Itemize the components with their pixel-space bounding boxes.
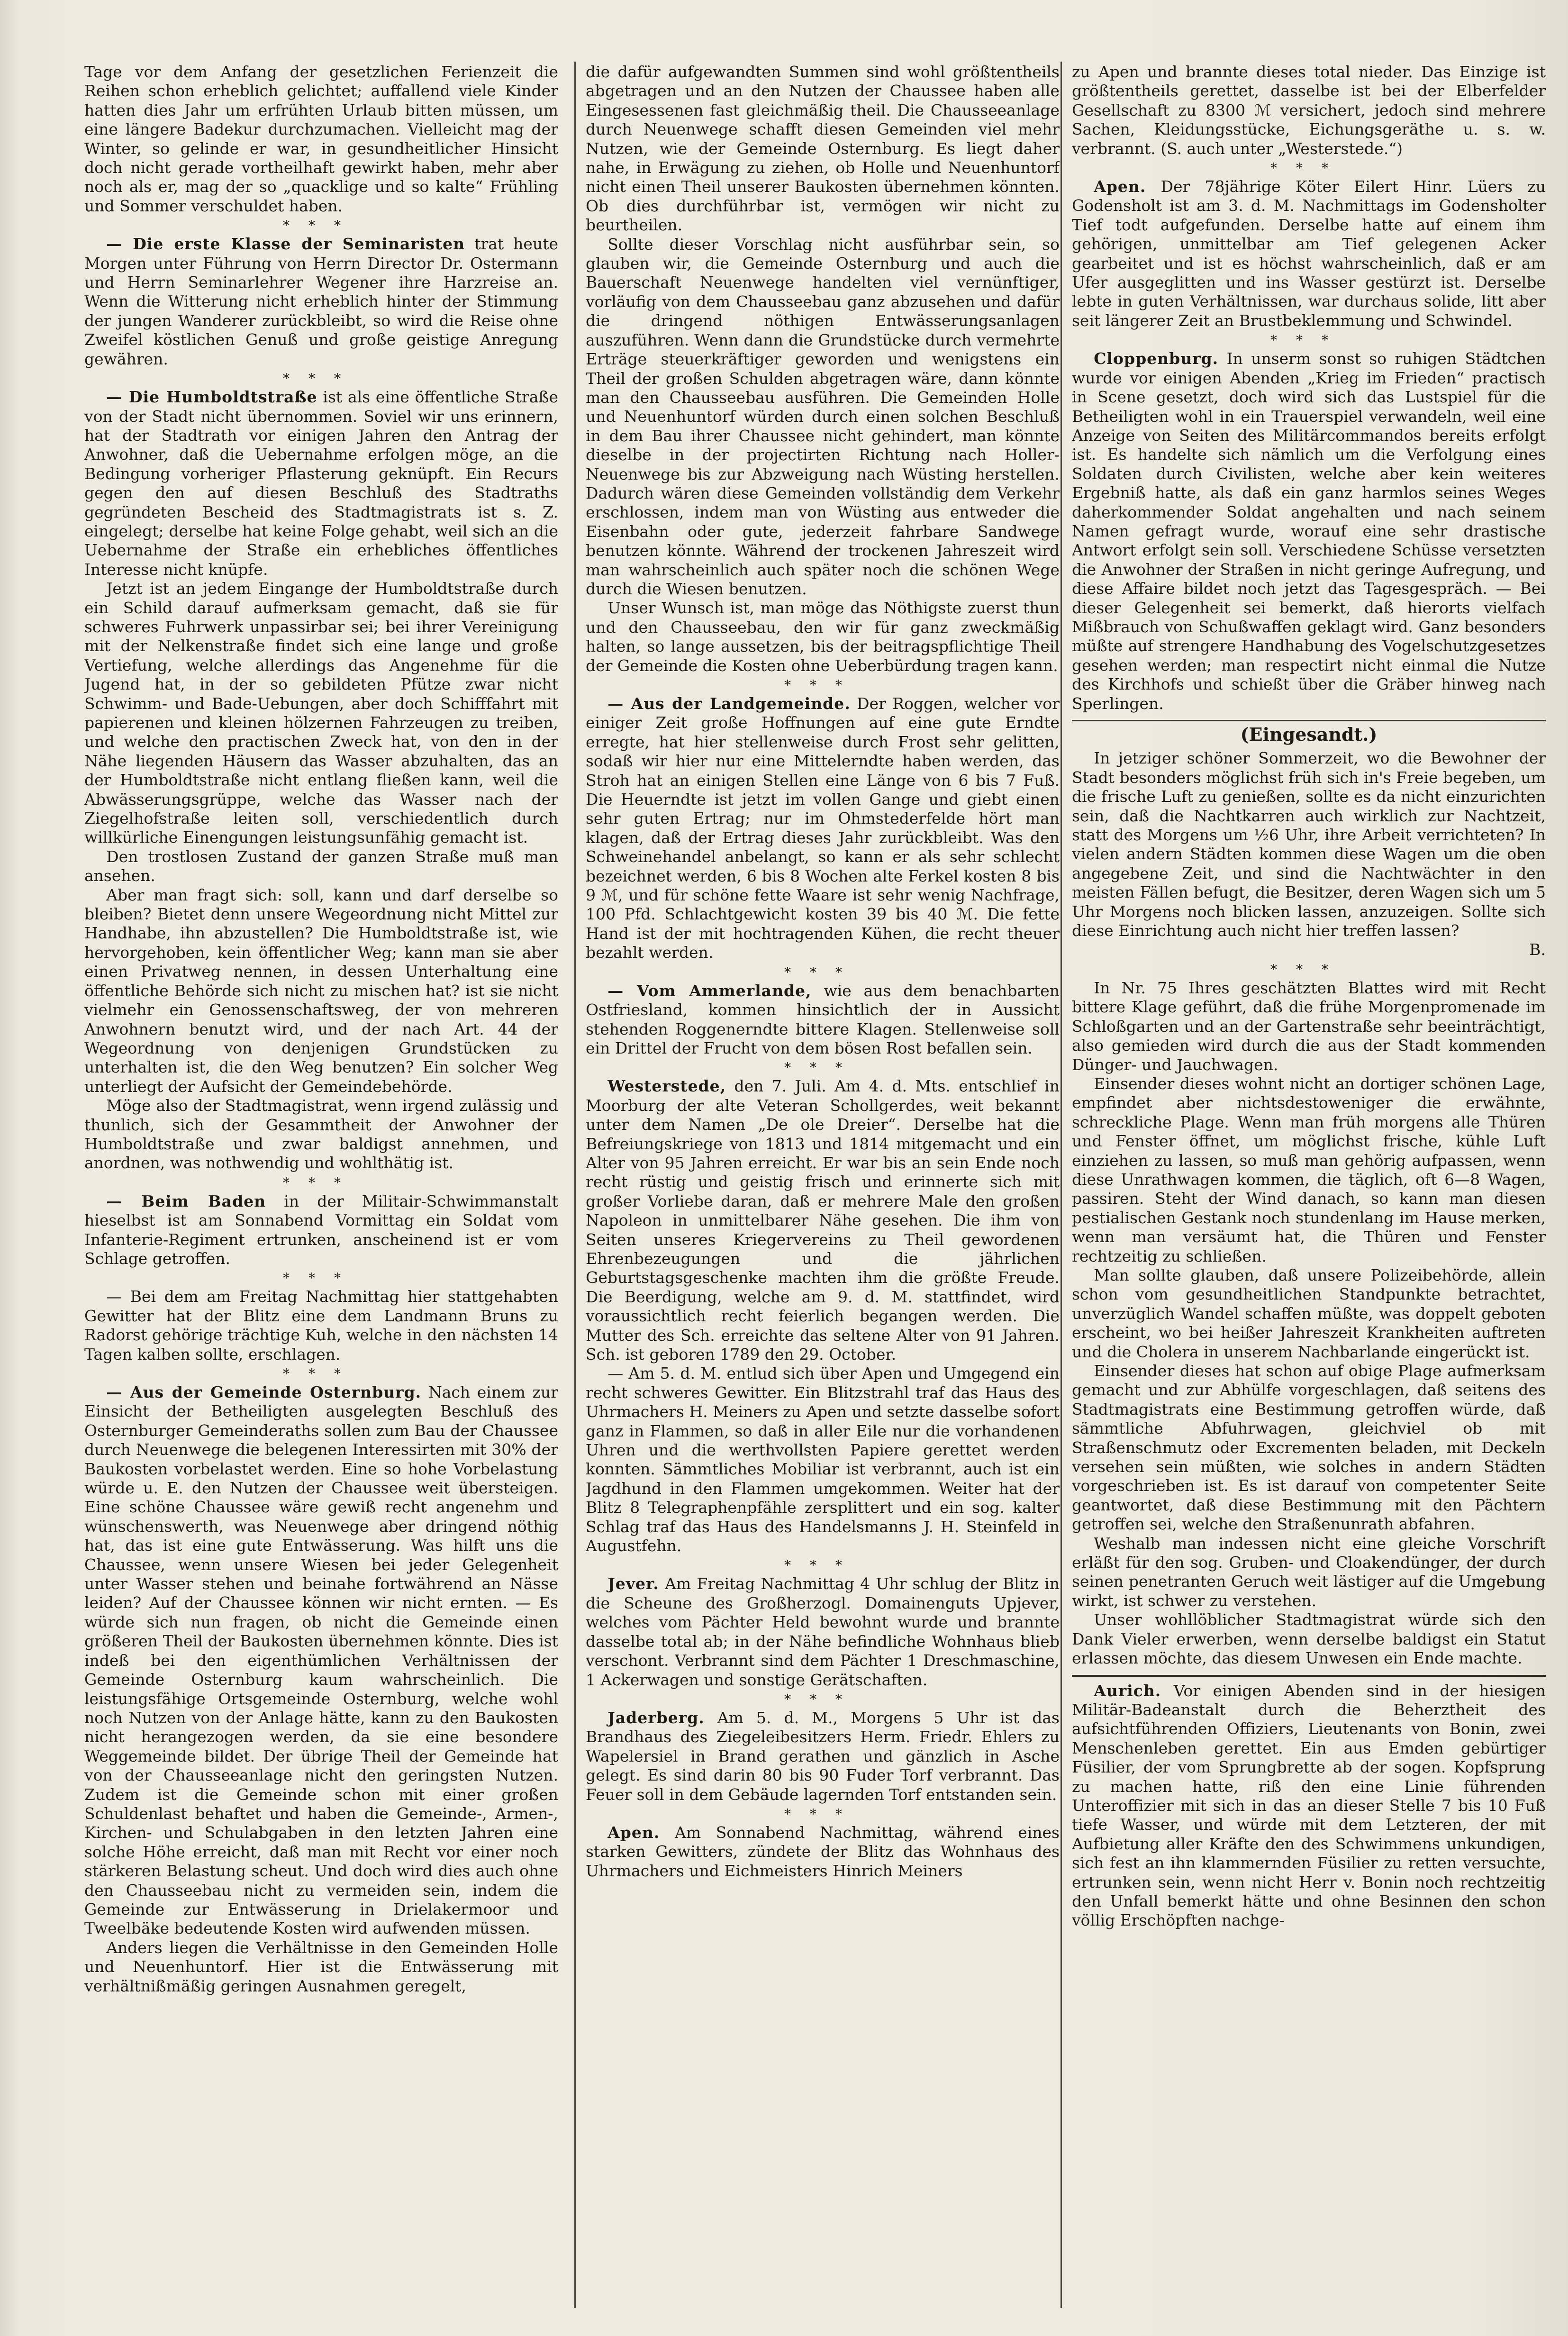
article-heading: Jaderberg. (607, 1708, 705, 1727)
article-body: Vor einigen Abenden sind in der hiesigen Militär-Badeanstalt durch die Beherztheit des aufsichtführenden Offiziers, Lieutenants von Bonin, zwei Menschenleben gerettet. Ein aus Emden gebürtiger Füsilier, der vom Sprungbrette ab der sogen. Kopfsprung zu machen hatte, riß den eine Linie führenden Unteroffizier mit sich in das an dieser Stelle 7 bis 10 Fuß tiefe Wasser, und würde mit dem Letzteren, der mit Aufbietung aller Kräfte den des Schwimmens unkundigen, sich fest an ihn klammernden Füsilier zu retten versuchte, ertrunken sein, wenn nicht Herr v. Bonin noch rechtzeitig den Unfall bemerkt hätte und ohne Besinnen den schon völlig Erschöpften nachge- (1072, 1681, 1546, 1930)
separator-stars: *** (784, 1691, 861, 1707)
article-gewitter: — Bei dem am Freitag Nachmittag hier stattgehabten Gewitter hat der Blitz eine dem Landmann Bruns zu Radorst gehörige trächtige Kuh, welche in den nächsten 14 Tagen kalben sollte, erschlagen. (84, 1287, 558, 1363)
article-body: Nach einem zur Einsicht der Betheiligten ausgelegten Beschluß des Osternburger Gemeinderaths sollen zum Bau der Chaussee durch Neuenwege die belegenen Interessirten mit 30% der Baukosten vorbelastet werden. Eine so hohe Vorbelastung würde u. E. den Nutzen der Chaussee weit übersteigen. Eine schöne Chaussee wäre gewiß recht angenehm und wünschenswerth, was Neuenwege aber dringend nöthig hat, das ist eine gute Entwässerung. Was hilft uns die Chaussee, wenn unsere Wiesen bei jeder Gelegenheit unter Wasser stehen und beinahe fortwährend an Nässe leiden? Auf der Chaussee können wir nicht ernten. — Es würde sich nun fragen, ob nicht die Gemeinde einen größeren Theil der Baukosten übernehmen könnte. Dies ist indeß bei den eigenthümlichen Verhältnissen der Gemeinde Osternburg kaum wahrscheinlich. Die leistungsfähige Ortsgemeinde Osternburg, welche wohl noch Nutzen von der Anlage hätte, kann zu den Baukosten nicht herangezogen werden, da sie eine besondere Weggemeinde bildet. Der übrige Theil der Gemeinde hat von der Chausseeanlage nicht den geringsten Nutzen. Zudem ist die Gemeinde schon mit einer großen Schuldenlast behaftet und haben die Gemeinde-, Armen-, Kirchen- und Schulabgaben in den letzten Jahren eine solche Höhe erreicht, daß man mit Recht vor einer noch stärkeren Belastung scheut. Und doch wird dies auch ohne den Chausseebau nicht zu vermeiden sein, indem die Gemeinde zur Entwässerung in Drielakermoor und Tweelbäke bedeutende Kosten wird aufwenden müssen. (84, 1383, 558, 1938)
article-heading: Aurich. (1094, 1681, 1161, 1700)
paragraph: zu Apen und brannte dieses total nieder. Das Einzige ist größtentheils gerettet, dasselbe ist bei der Elberfelder Gesellschaft zu 8300 ℳ versichert, jedoch sind mehrere Sachen, Kleidungsstücke, Eichungsgeräthe u. s. w. verbrannt. (S. auch unter „Westerstede.“) (1072, 63, 1546, 158)
article-body: in der Militair-Schwimmanstalt hieselbst ist am Sonnabend Vormittag ein Soldat vom Infanterie-Regiment ertrunken, anscheinend ist er vom Schlage getroffen. (84, 1191, 558, 1268)
paragraph: — Am 5. d. M. entlud sich über Apen und Umgegend ein recht schweres Gewitter. Ein Blitzstrahl traf das Haus des Uhrmachers H. Meiners zu Apen und setzte dasselbe sofort ganz in Flammen, so daß in aller Eile nur die vorhandenen Uhren und die werthvollsten Papiere gerettet werden konnten. Sämmtliches Mobiliar ist verbrannt, auch ist ein Jagdhund in den Flammen umgekommen. Weiter hat der Blitz 8 Telegraphenpfähle zersplittert und ein sog. kalter Schlag traf das Haus des Handelsmanns J. H. Steinfeld in Augustfehn. (586, 1364, 1060, 1555)
paragraph: Aber man fragt sich: soll, kann und darf derselbe so bleiben? Bietet denn unsere Wegeordnung nicht Mittel zur Handhabe, ihn abzustellen? Die Humboldtstraße ist, wie hervorgehoben, kein öffentlicher Weg; kann man sie aber einen Privatweg nennen, in dessen Unterhaltung eine öffentliche Behörde sich nicht zu mischen hat? ist sie nicht vielmehr ein Genossenschaftsweg, der von mehreren Anwohnern benutzt wird, und der nach Art. 44 der Wegeordnung von denjenigen Grundstücken zu unterhalten ist, die den Weg benutzen? Ein solcher Weg unterliegt der Aufsicht der Gemeindebehörde. (84, 885, 558, 1096)
article-heading: Westerstede, (607, 1077, 726, 1096)
article-heading: — Die erste Klasse der Seminaristen (106, 235, 465, 254)
paragraph: Den trostlosen Zustand der ganzen Straße muß man ansehen. (84, 847, 558, 885)
article-heading: — Vom Ammerlande, (607, 981, 812, 1000)
article-body: Am Freitag Nachmittag 4 Uhr schlug der Blitz in die Scheune des Großherzogl. Domainenguts Upjever, welches vom Pächter Held bewohnt wurde und brannte dasselbe total ab; in der Nähe befindliche Wohnhaus blieb verschont. Verbrannt sind dem Pächter 1 Dreschmaschine, 1 Ackerwagen und sonstige Gerätschaften. (586, 1574, 1060, 1689)
article-aurich (1072, 1682, 1546, 1930)
section-rule (1072, 1675, 1546, 1677)
column-2 (586, 63, 1060, 2309)
paragraph: Unser Wunsch ist, man möge das Nöthigste zuerst thun und den Chausseebau, den wir für ganz zweckmäßig halten, so lange aussetzen, bis der beitragspflichtige Theil der Gemeinde die Kosten ohne Ueberbürdung tragen kann. (586, 599, 1060, 675)
separator-stars: *** (784, 1806, 861, 1822)
paragraph: Weshalb man indessen nicht eine gleiche Vorschrift erläßt für den sog. Gruben- und Cloakendünger, der durch seinen penetranten Geruch weit lästiger auf die Umgebung wirkt, ist schwer zu verstehen. (1072, 1534, 1546, 1610)
separator-stars: *** (784, 1060, 861, 1076)
separator-stars: *** (283, 1174, 360, 1191)
column-rule-right (1060, 62, 1062, 2308)
separator-stars: *** (1270, 961, 1347, 977)
article-body: Der 78jährige Köter Eilert Hinr. Lüers zu Godensholt ist am 3. d. M. Nachmittags im Godensholter Tief todt aufgefunden. Derselbe hatte auf einem ihm gehörigen, unmittelbar am Tief gelegenen Acker gearbeitet und ist es höchst wahrscheinlich, daß er am Ufer ausgeglitten und ins Wasser gestürzt ist. Derselbe lebte in guten Verhältnissen, war durchaus solide, litt aber seit längerer Zeit an Brustbeklemmung und Schwindel. (1072, 177, 1546, 330)
separator-stars: *** (283, 1366, 360, 1382)
article-landgemeinde (586, 694, 1060, 963)
article-body: ist als eine öffentliche Straße von der Stadt nicht übernommen. Soviel wir uns erinnern, hat der Stadtrath vor einigen Jahren den Antrag der Anwohner, daß die Uebernahme erfolgen möge, an die Bedingung vorheriger Pflasterung geknüpft. Ein Recurs gegen den auf diesen Beschluß des Stadtraths gegründeten Bescheid des Stadtmagistrats ist s. Z. eingelegt; derselbe hat keine Folge gehabt, weil sich an die Uebernahme der Straße ein erhebliches öffentliches Interesse nicht knüpfe. (84, 388, 558, 579)
section-rule (1072, 720, 1546, 721)
article-heading: — Aus der Gemeinde Osternburg. (106, 1383, 422, 1401)
article-ammerland (586, 982, 1060, 1058)
article-body: In unserm sonst so ruhigen Städtchen wurde vor einigen Abenden „Krieg im Frieden“ practisch in Scene gesetzt, doch wird sich das Lustspiel für die Betheiligten wohl in ein Trauerspiel verwandeln, weil eine Anzeige von Seiten des Militärcommandos bereits erfolgt ist. Es handelte sich nämlich um die Verfolgung eines Soldaten durch Civilisten, welche aber kein weiteres Ergebniß hatte, als daß ein ganz harmlos seines Weges daherkommender Soldat angehalten und nach seinem Namen gefragt wurde, worauf eine sehr drastische Antwort erfolgt sein soll. Verschiedene Schüsse versetzten die Anwohner der Straßen in nicht geringe Aufregung, und diese Affaire bildet noch jetzt das Tagesgespräch. — Bei dieser Gelegenheit sei bemerkt, daß hierorts vielfach Mißbrauch von Schußwaffen geklagt wird. Ganz besonders müßte auf strengere Handhabung des Vogelschutzgesetzes gesehen werden; man respectirt nicht einmal die Nutze des Kirchhofs und schießt über die Gräber hinweg nach Sperlingen. (1072, 349, 1546, 713)
section-title-eingesandt: (Eingesandt.) (1240, 724, 1378, 745)
article-humboldtstrasse (84, 388, 558, 579)
paragraph: Einsender dieses hat schon auf obige Plage aufmerksam gemacht und zur Abhülfe vorgeschlagen, daß seitens des Stadtmagistrats eine Bestimmung getroffen würde, daß sämmtliche Abfuhrwagen, gleichviel ob mit Straßenschmutz oder Excrementen beladen, mit Deckeln versehen sein müßten, wie solches in andern Städten vorgeschrieben ist. Es ist darauf von competenter Seite geantwortet, daß diese Bestimmung mit den Pächtern getroffen sei, welche den Straßenunrath abfahren. (1072, 1362, 1546, 1534)
paragraph: Einsender dieses wohnt nicht an dortiger schönen Lage, empfindet aber nichtsdestoweniger die erwähnte, schreckliche Plage. Wenn man früh morgens alle Thüren und Fenster öffnet, um möglichst frische, kühle Luft einziehen zu lassen, so muß man gehörig aufpassen, wenn diese Unrathwagen kommen, die täglich, oft 6—8 Wagen, passiren. Steht der Wind danach, so kann man diesen pestialischen Gestank noch stundenlang im Hause merken, wenn man versäumt hat, die Thüren und Fenster rechtzeitig zu schließen. (1072, 1074, 1546, 1265)
separator-stars: *** (784, 677, 861, 693)
separator-stars: *** (283, 1270, 360, 1286)
paragraph: Tage vor dem Anfang der gesetzlichen Ferienzeit die Reihen schon erheblich gelichtet; auffallend viele Kinder hatten dies Jahr um erfrühten Urlaub bitten müssen, um eine längere Badekur durchzumachen. Vielleicht mag der Winter, so gelinde er war, in gesundheitlicher Hinsicht doch nicht gerade vortheilhaft gewirkt haben, mehr aber noch als er, mag der so „quacklige und so kalte“ Frühling und Sommer verschuldet haben. (84, 63, 558, 215)
article-heading: — Beim Baden (106, 1191, 266, 1210)
paragraph: In jetziger schöner Sommerzeit, wo die Bewohner der Stadt besonders möglichst früh sich in's Freie begeben, um die frische Luft zu genießen, sollte es da nicht einzurichten sein, daß die Nachtkarren auch wirklich zur Nachtzeit, statt des Morgens um ½6 Uhr, ihre Arbeit verrichteten? In vielen andern Städten kommen diese Wagen um die oben angegebene Zeit, und sind die Nachtwächter in den meisten Fällen befugt, die Besitzer, deren Wagen sich um 5 Uhr Morgens noch blicken lassen, anzuzeigen. Sollte sich diese Einrichtung auch nicht hier treffen lassen? (1072, 749, 1546, 940)
paragraph: Anders liegen die Verhältnisse in den Gemeinden Holle und Neuenhuntorf. Hier ist die Entwässerung mit verhältnißmäßig geringen Ausnahmen geregelt, (84, 1938, 558, 1995)
article-body: wie aus dem benachbarten Ostfriesland, kommen hinsichtlich der in Aussicht stehenden Roggenerndte bittere Klagen. Stellenweise soll ein Drittel der Frucht von dem bösen Rost befallen sein. (586, 981, 1060, 1057)
article-osternburg (84, 1383, 558, 1938)
paragraph: Jetzt ist an jedem Eingange der Humboldtstraße durch ein Schild darauf aufmerksam gemacht, daß sie für schweres Fuhrwerk unpassirbar sei; bei ihrer Vereinigung mit der Nelkenstraße findet sich eine lange und große Vertiefung, welche allerdings das Angenehme für die Jugend hat, in der so gebildeten Pfütze zwar nicht Schwimm- und Bade-Uebungen, aber doch Schifffahrt mit papierenen und kleinen hölzernen Fahrzeugen zu treiben, und welche den practischen Zweck hat, von den in der Nähe liegenden Häusern das Wasser abzuhalten, das an der Humboldtstraße nicht entlang fließen kann, weil die Abwässerungsgrüppe, welche das Wasser nach der Ziegelhofstraße leiten soll, verschiedentlich durch willkürliche Einengungen leistungsunfähig gemacht ist. (84, 579, 558, 847)
article-jaderberg (586, 1709, 1060, 1804)
separator-stars: *** (1270, 332, 1347, 348)
article-seminaristen (84, 235, 558, 369)
article-body: Am 5. d. M., Morgens 5 Uhr ist das Brandhaus des Ziegeleibesitzers Herm. Friedr. Ehlers zu Wapelersiel in Brand gerathen und gänzlich in Asche gelegt. Es sind darin 80 bis 90 Fuder Torf verbrannt. Das Feuer soll in dem Gebäude lagernden Torf entstanden sein. (586, 1708, 1060, 1804)
paragraph: In Nr. 75 Ihres geschätzten Blattes wird mit Recht bittere Klage geführt, daß die frühe Morgenpromenade im Schloßgarten und an der Gartenstraße sehr beeinträchtigt, also gemieden wird durch die aus der Stadt kommenden Dünger- und Jauchwagen. (1072, 978, 1546, 1074)
separator-stars: *** (784, 964, 861, 980)
signature: B. (1529, 940, 1546, 959)
article-heading: Jever. (607, 1574, 659, 1593)
article-heading: Apen. (1094, 177, 1146, 196)
article-body: Der Roggen, welcher vor einiger Zeit große Hoffnungen auf eine gute Erndte erregte, hat hier stellenweise durch Frost sehr gelitten, sodaß wir hier nur eine Mittelerndte haben werden, das Stroh hat an einigen Stellen eine Länge von 6 bis 7 Fuß. Die Heuerndte ist jetzt im vollen Gange und giebt einen sehr guten Ertrag; nur im Ohmstederfelde hört man klagen, daß der Ertrag dieses Jahr zurückbleibt. Was den Schweinehandel anbelangt, so kann er als sehr schlecht bezeichnet werden, 6 bis 8 Wochen alte Ferkel kosten 8 bis 9 ℳ, und für schöne fette Waare ist sehr wenig Nachfrage, 100 Pfd. Schlachtgewicht kosten 39 bis 40 ℳ. Die fette Hand ist der mit hochtragenden Kühen, die recht theuer bezahlt werden. (586, 694, 1060, 962)
article-body: den 7. Juli. Am 4. d. Mts. entschlief in Moorburg der alte Veteran Schollgerdes, weit bekannt unter dem Namen „De ole Dreier“. Derselbe hat die Befreiungskriege von 1813 und 1814 mitgemacht und ein Alter von 95 Jahren erreicht. Er war bis an sein Ende noch recht rüstig und geistig frisch und erinnerte sich mit großer Vorliebe daran, daß er mehrere Male den großen Napoleon in unmittelbarer Nähe gesehen. Die ihm von Seiten unseres Kriegervereins zu Theil gewordenen Ehrenbezeugungen und die jährlichen Geburtstagsgeschenke machten ihm die größte Freude. Die Beerdigung, welche am 9. d. M. stattfindet, wird voraussichtlich recht feierlich begangen werden. Die Mutter des Sch. erreichte das seltene Alter von 91 Jahren. Sch. ist geboren 1789 den 29. October. (586, 1077, 1060, 1363)
paragraph: Man sollte glauben, daß unsere Polizeibehörde, allein schon vom gesundheitlichen Standpunkte betrachtet, unverzüglich Wandel schaffen müßte, was doppelt geboten erscheint, wo bei heißer Jahreszeit Krankheiten auftreten und die Cholera in unserem Nachbarlande eingerückt ist. (1072, 1265, 1546, 1361)
article-heading: Cloppenburg. (1094, 349, 1219, 368)
article-baden (84, 1192, 558, 1269)
paragraph: Möge also der Stadtmagistrat, wenn irgend zulässig und thunlich, sich der Gesammtheit der Anwohner der Humboldtstraße und zwar baldigst annehmen, und anordnen, was nothwendig und wohlthätig ist. (84, 1096, 558, 1173)
article-jever (586, 1574, 1060, 1689)
paragraph: Unser wohllöblicher Stadtmagistrat würde sich den Dank Vieler erwerben, wenn derselbe baldigst ein Statut erlassen möchte, das diesem Unwesen ein Ende machte. (1072, 1610, 1546, 1668)
article-body: Am Sonnabend Nachmittag, während eines starken Gewitters, zündete der Blitz das Wohnhaus des Uhrmachers und Eichmeisters Hinrich Meiners (586, 1823, 1060, 1880)
separator-stars: *** (784, 1557, 861, 1573)
article-apen (586, 1823, 1060, 1881)
article-apen-2 (1072, 177, 1546, 330)
column-3 (1072, 63, 1546, 2309)
article-heading: Apen. (607, 1823, 660, 1842)
separator-stars: *** (283, 371, 360, 387)
article-heading: — Aus der Landgemeinde. (607, 694, 851, 713)
article-westerstede (586, 1077, 1060, 1364)
article-cloppenburg (1072, 349, 1546, 713)
article-heading: — Die Humboldtstraße (106, 388, 317, 407)
paragraph: Sollte dieser Vorschlag nicht ausführbar sein, so glauben wir, die Gemeinde Osternburg und auch die Bauerschaft Neuenwege handelten viel vernünftiger, vorläufig von dem Chausseebau ganz abzusehen und dafür die dringend nöthigen Entwässerungsanlagen auszuführen. Wenn dann die Grundstücke durch vermehrte Erträge steuerkräftiger geworden und wenigstens ein Theil der großen Schulden abgetragen wäre, dann könnte man den Chausseebau ausführen. Die Gemeinden Holle und Neuenhuntorf würden durch einen solchen Beschluß in dem Bau ihrer Chaussee nicht gehindert, man könnte dieselbe in der projectirten Richtung nach Holler-Neuenwege bis zur Abzweigung nach Wüsting herstellen. Dadurch wären diese Gemeinden vollständig dem Verkehr erschlossen, indem man von Wüsting aus entweder die Eisenbahn oder gute, jederzeit fahrbare Sandwege benutzen könnte. Während der trockenen Jahreszeit wird man wahrscheinlich auch später noch die schönen Wege durch die Wiesen benutzen. (586, 235, 1060, 598)
separator-stars: *** (283, 218, 360, 234)
column-1 (84, 63, 558, 2309)
separator-stars: *** (1270, 160, 1347, 176)
column-rule-left (574, 62, 576, 2308)
paragraph: die dafür aufgewandten Summen sind wohl größtentheils abgetragen und an den Nutzen der Chaussee haben alle Eingesessenen fast gleichmäßig theil. Die Chausseeanlage durch Neuenwege schafft diesen Gemeinden viel mehr Nutzen, wie der Gemeinde Osternburg. Es liegt daher nahe, in Erwägung zu ziehen, ob Holle und Neuenhuntorf nicht einen Theil unserer Baukosten übernehmen könnten. Ob dies durchführbar ist, vermögen wir nicht zu beurtheilen. (586, 63, 1060, 235)
article-body: trat heute Morgen unter Führung von Herrn Director Dr. Ostermann und Herrn Seminarlehrer Wegener ihre Harzreise an. Wenn die Witterung nicht erheblich hinter der Stimmung der jungen Wanderer zurückbleibt, so wird die Reise ohne Zweifel köstlichen Genuß und große geistige Anregung gewähren. (84, 235, 558, 368)
